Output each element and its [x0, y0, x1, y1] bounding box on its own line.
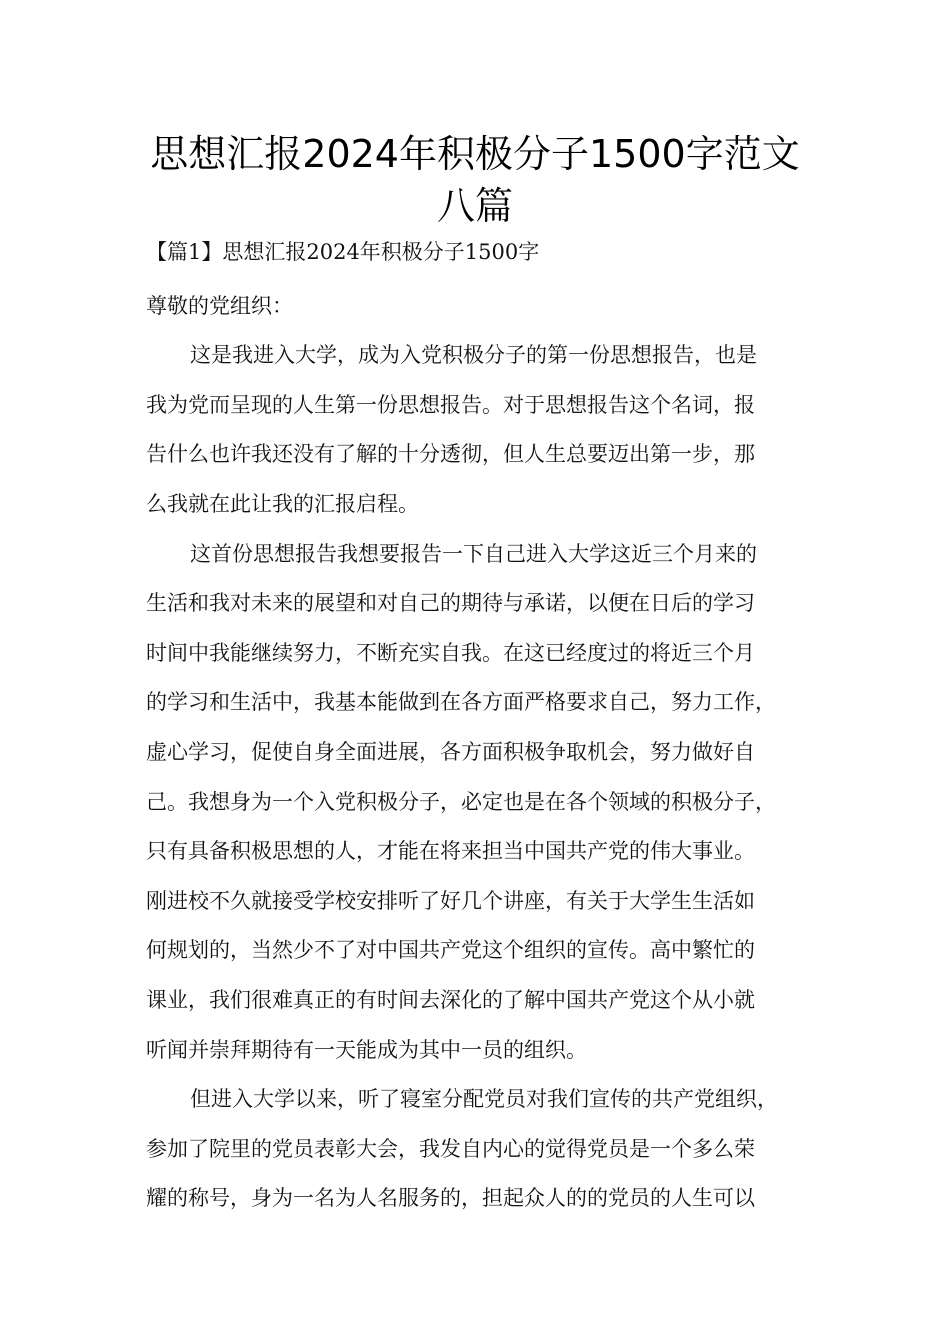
paragraph-line: 参加了院里的党员表彰大会，我发自内心的觉得党员是一个多么荣	[146, 1136, 755, 1161]
paragraph-line: 时间中我能继续努力，不断充实自我。在这已经度过的将近三个月	[146, 640, 755, 665]
paragraph-line: 么我就在此让我的汇报启程。	[146, 491, 419, 516]
paragraph-line: 我为党而呈现的人生第一份思想报告。对于思想报告这个名词，报	[146, 392, 755, 417]
paragraph-line: 这首份思想报告我想要报告一下自己进入大学这近三个月来的	[190, 541, 757, 566]
document-body	[146, 232, 822, 1224]
paragraph-line: 虚心学习，促使自身全面进展，各方面积极争取机会，努力做好自	[146, 739, 755, 764]
paragraph-line: 耀的称号，身为一名为人名服务的，担起众人的的党员的人生可以	[146, 1186, 755, 1211]
paragraph-3	[146, 1075, 822, 1224]
salutation: 尊敬的党组织：	[146, 293, 293, 318]
paragraph-line: 何规划的，当然少不了对中国共产党这个组织的宣传。高中繁忙的	[146, 938, 755, 963]
paragraph-line: 的学习和生活中，我基本能做到在各方面严格要求自己，努力工作，	[146, 690, 776, 715]
title-line-1: 思想汇报2024年积极分子1500字范文	[150, 132, 800, 176]
section-heading: 【篇1】思想汇报2024年积极分子1500字	[146, 240, 540, 264]
paragraph-line: 听闻并崇拜期待有一天能成为其中一员的组织。	[146, 1037, 587, 1062]
paragraph-line: 己。我想身为一个入党积极分子，必定也是在各个领域的积极分子，	[146, 789, 776, 814]
paragraph-line: 刚进校不久就接受学校安排听了好几个讲座，有关于大学生生活如	[146, 888, 755, 913]
paragraph-line: 生活和我对未来的展望和对自己的期待与承诺，以便在日后的学习	[146, 591, 755, 616]
paragraph-line: 课业，我们很难真正的有时间去深化的了解中国共产党这个从小就	[146, 987, 755, 1012]
paragraph-1	[146, 331, 822, 529]
paragraph-line: 只有具备积极思想的人，才能在将来担当中国共产党的伟大事业。	[146, 839, 755, 864]
paragraph-line: 这是我进入大学，成为入党积极分子的第一份思想报告，也是	[190, 343, 757, 368]
paragraph-line: 告什么也许我还没有了解的十分透彻，但人生总要迈出第一步，那	[146, 442, 755, 467]
paragraph-line: 但进入大学以来，听了寝室分配党员对我们宣传的共产党组织，	[190, 1087, 778, 1112]
document-title	[80, 128, 870, 232]
title-line-2: 八篇	[436, 184, 513, 228]
paragraph-2	[146, 530, 822, 1076]
